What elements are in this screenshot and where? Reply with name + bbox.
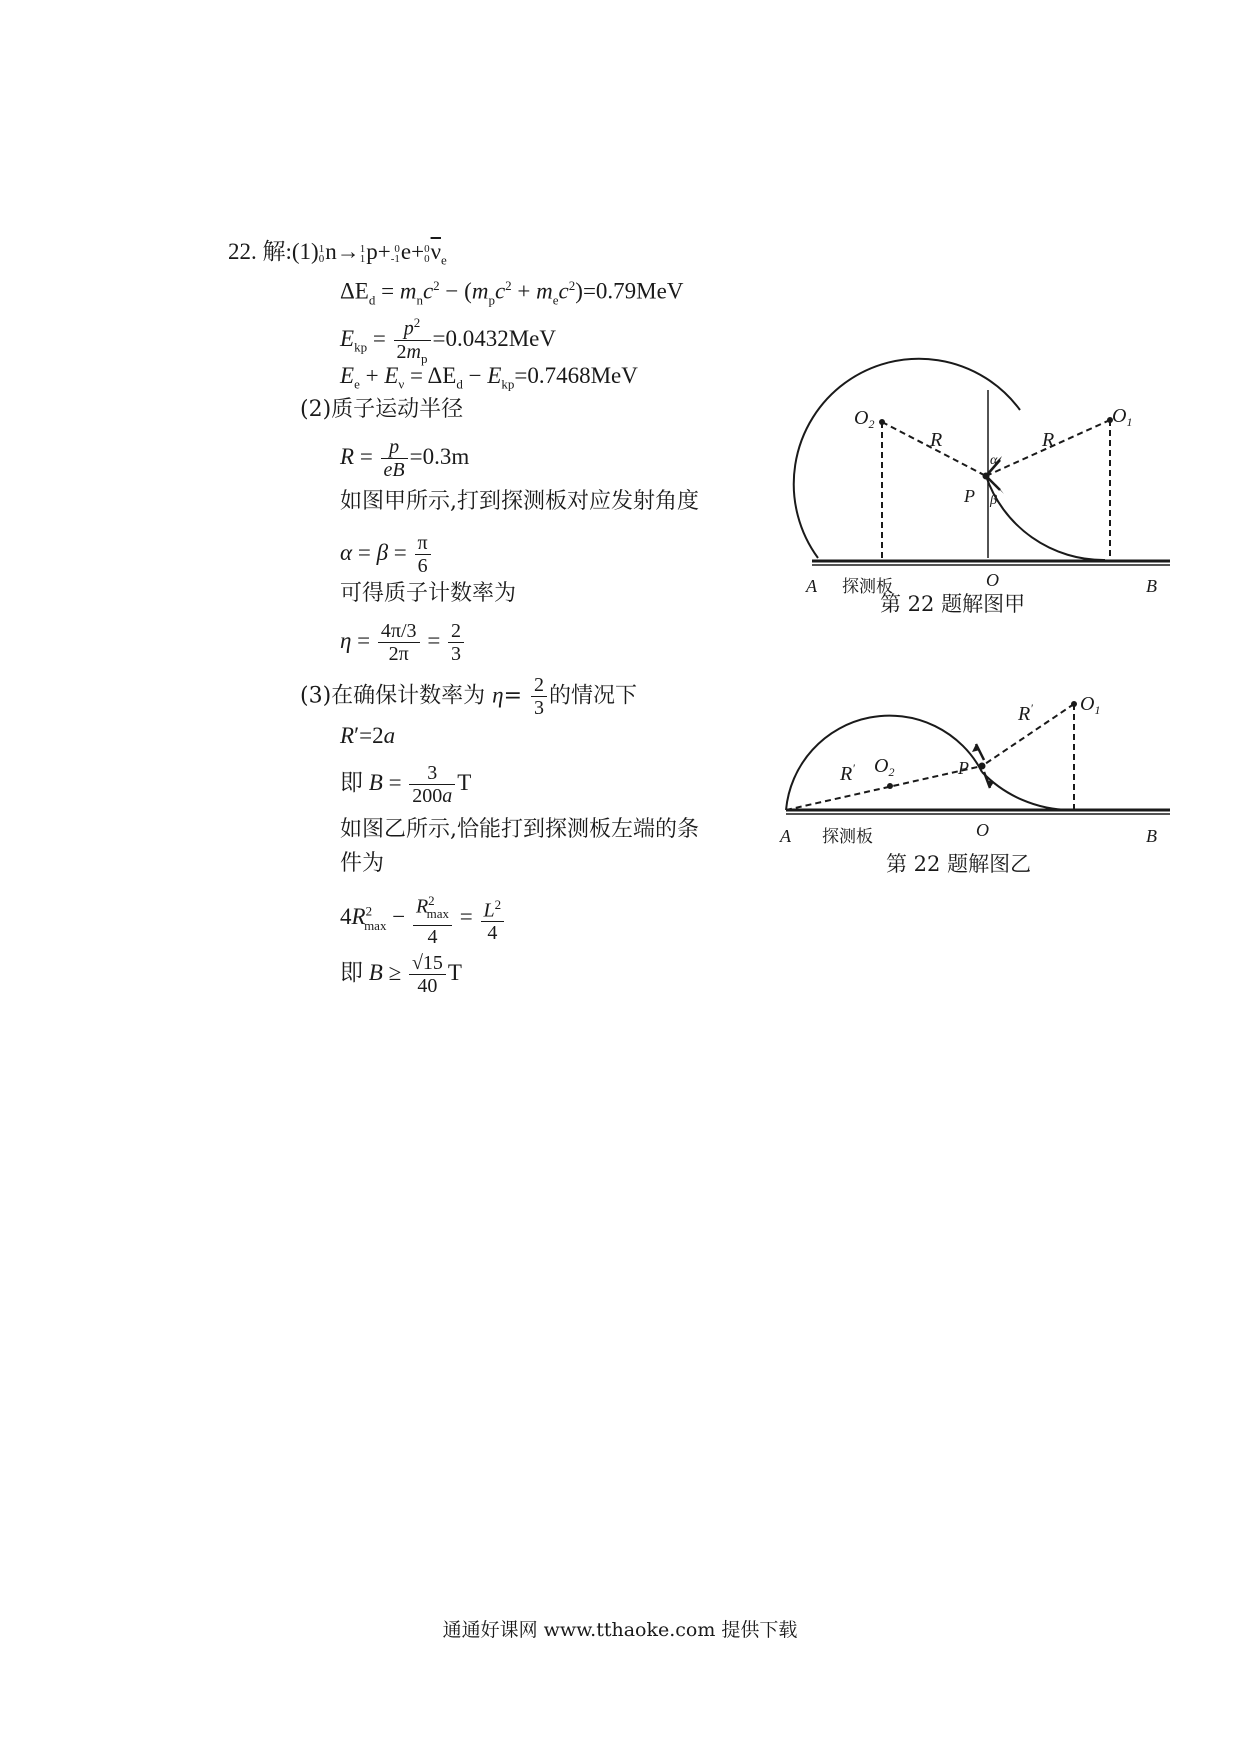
part3-text-1: 如图乙所示,恰能打到探测板左端的条 — [340, 817, 699, 842]
label-beta: β — [990, 493, 997, 508]
small-circle-arc — [986, 476, 1105, 560]
nuclide-p: 1 1 — [359, 242, 366, 265]
nuclide-n: 1 0 — [318, 242, 325, 265]
proton-kinetic-energy-line: $E_{kp}$ = $\frac{p^2}{2m_p}$ =0.0432MeV — [340, 312, 556, 370]
label-o-b: O — [976, 820, 989, 840]
label-r-right-b: R′ — [1018, 701, 1033, 725]
label-r-left: R — [930, 429, 943, 451]
launch-angle-line: α = β = $\frac{\pi}{6}$ — [340, 532, 433, 577]
label-p-b: P — [958, 758, 969, 778]
electron-neutrino-energy-line: $E_e + E_\nu = \Delta E_d - E_{kp}=0.7468MeV$ — [340, 363, 638, 392]
label-a-b: A — [780, 826, 791, 846]
label-plate: 探测板 — [842, 577, 893, 596]
label-plate-b: 探测板 — [822, 827, 873, 846]
diagram-a-caption: 第 22 题解图甲 — [880, 592, 1026, 616]
label-o2-b: $O_2$ — [874, 755, 895, 779]
part3-heading: (3)在确保计数率为 η= $\frac{2}{3}$ 的情况下 — [300, 674, 638, 719]
r-prime-line: R′=2a — [340, 723, 396, 748]
label-o1-b: $O_1$ — [1080, 693, 1101, 717]
part2-text-2: 可得质子计数率为 — [340, 581, 517, 606]
diagram-b — [750, 672, 1190, 872]
nuclide-e: 0 -1 — [390, 242, 400, 265]
label-o1: $O_1$ — [1112, 405, 1133, 429]
label-b-b: B — [1146, 826, 1157, 846]
count-rate-line: η = $\frac{4\pi/3}{2\pi}$ = $\frac{2}{3}$ — [340, 620, 466, 665]
large-circle-arc — [794, 359, 1020, 558]
boundary-condition-line: $4R^2_{max}$ − $\frac{R^2_{max}}{4}$ = $\frac{L^2}{4}$ — [340, 890, 506, 948]
label-p: P — [964, 486, 975, 506]
label-a: A — [806, 576, 817, 596]
diagram-a — [750, 280, 1190, 620]
final-field-line: 即 B ≥ $\frac{√15}{40}$ T — [340, 952, 462, 997]
label-r-right: R — [1042, 429, 1055, 451]
part2-heading: (2)质子运动半径 — [300, 397, 464, 422]
diagram-b-caption: 第 22 题解图乙 — [886, 852, 1032, 876]
nuclide-nu: 0 0 — [424, 242, 430, 265]
label-alpha: α — [990, 453, 998, 468]
energy-release-line: $\Delta E_d = m_nc^2 - (m_pc^2 + m_ec^2)=0.79MeV$ — [340, 278, 684, 308]
field-strength-line: 即 B = $\frac{3}{200a}$ T — [340, 762, 472, 807]
footer-watermark: 通通好课网 www.tthaoke.com 提供下载 — [442, 1619, 798, 1641]
part3-text-2: 件为 — [340, 851, 385, 876]
proton-radius-line: R = $\frac{p}{eB}$ =0.3m — [340, 436, 470, 481]
label-o: O — [986, 570, 999, 590]
right-circle-arc — [982, 772, 1070, 810]
solution-header: 22. 解:(1) — [228, 239, 319, 264]
solution-line-1: 22. 解:(1)1 0n→1 1p+ 0 -1e+0 $0\overline{\nu}_e$ — [228, 239, 447, 268]
label-o2: $O_2$ — [854, 407, 875, 431]
part2-text-1: 如图甲所示,打到探测板对应发射角度 — [340, 489, 699, 514]
label-r-left-b: R′ — [840, 761, 855, 785]
label-b: B — [1146, 576, 1157, 596]
